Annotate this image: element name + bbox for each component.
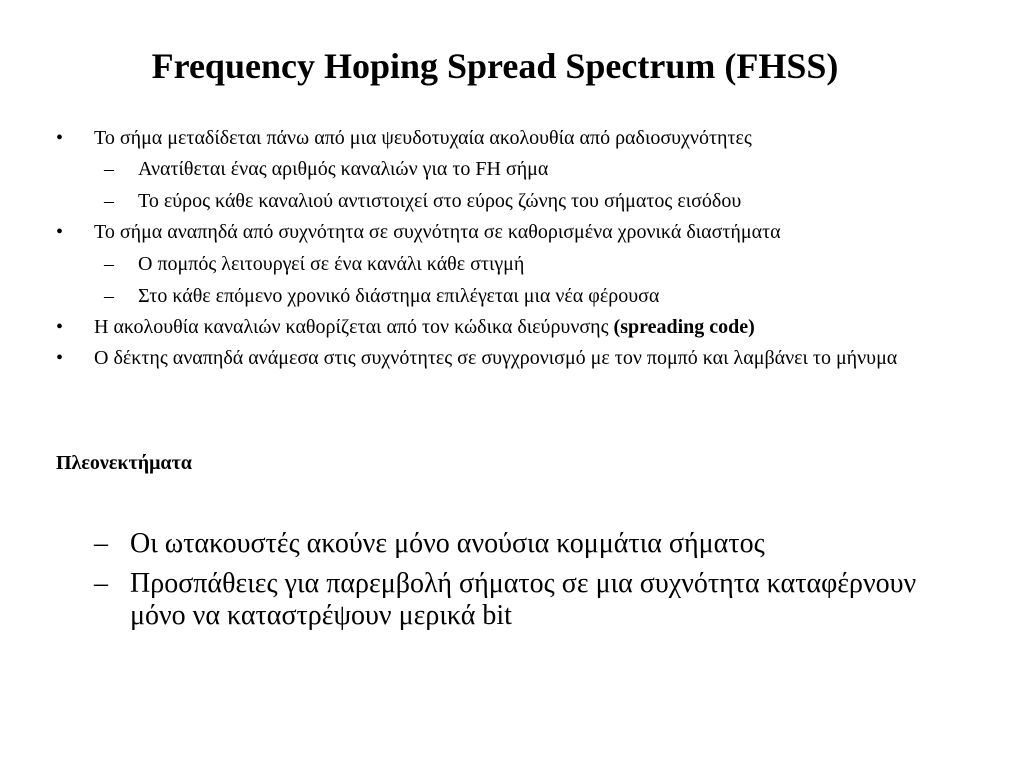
- bullet-text: Το σήμα αναπηδά από συχνότητα σε συχνότητα σε καθορισμένα χρονικά διαστήματα: [94, 221, 781, 243]
- sub-bullet-item: [56, 285, 956, 308]
- bullet-marker: •: [56, 221, 64, 243]
- sub-bullet-text: Το εύρος κάθε καναλιού αντιστοιχεί στο εύρος ζώνης του σήματος εισόδου: [138, 190, 742, 212]
- bullet-item: [56, 347, 956, 370]
- dash-marker: –: [94, 528, 108, 559]
- advantages-heading: Πλεονεκτήματα: [56, 452, 192, 474]
- dash-marker: –: [104, 190, 114, 212]
- bullet-marker: •: [56, 127, 64, 149]
- sub-bullet-item: [56, 158, 956, 181]
- spreading-code-term: (spreading code): [613, 316, 755, 338]
- sub-bullet-item: [56, 253, 956, 276]
- sub-bullet-text: Ανατίθεται ένας αριθμός καναλιών για το FH σήμα: [138, 158, 549, 180]
- sub-bullet-text: Ο πομπός λειτουργεί σε ένα κανάλι κάθε στιγμή: [138, 253, 525, 275]
- bullet-item: [56, 316, 956, 339]
- bullet-marker: •: [56, 347, 64, 369]
- bullet-item: [56, 221, 956, 244]
- dash-marker: –: [104, 158, 114, 180]
- advantage-item: [94, 528, 944, 560]
- bullet-list: [56, 127, 956, 370]
- slide-title: Frequency Hoping Spread Spectrum (FHSS): [151, 46, 839, 86]
- dash-marker: –: [104, 285, 114, 307]
- dash-marker: –: [94, 568, 108, 599]
- sub-bullet-text: Στο κάθε επόμενο χρονικό διάστημα επιλέγεται μια νέα φέρουσα: [138, 285, 660, 307]
- advantages-list: [94, 528, 944, 632]
- advantage-item: [94, 568, 944, 632]
- sub-bullet-item: [56, 190, 956, 213]
- bullet-text: Ο δέκτης αναπηδά ανάμεσα στις συχνότητες σε συγχρονισμό με τον πομπό και λαμβάνει το μήνυμα: [94, 347, 898, 369]
- bullet-text: Το σήμα μεταδίδεται πάνω από μια ψευδοτυχαία ακολουθία από ραδιοσυχνότητες: [94, 127, 752, 149]
- bullet-marker: •: [56, 316, 64, 338]
- dash-marker: –: [104, 253, 114, 275]
- bullet-item: [56, 127, 956, 150]
- advantage-text: Οι ωτακουστές ακούνε μόνο ανούσια κομμάτια σήματος: [130, 528, 765, 559]
- advantage-text: Προσπάθειες για παρεμβολή σήματος σε μια συχνότητα καταφέρνουν μόνο να καταστρέψουν μερικά bit: [130, 568, 917, 631]
- bullet-text: Η ακολουθία καναλιών καθορίζεται από τον κώδικα διεύρυνσης: [94, 316, 614, 338]
